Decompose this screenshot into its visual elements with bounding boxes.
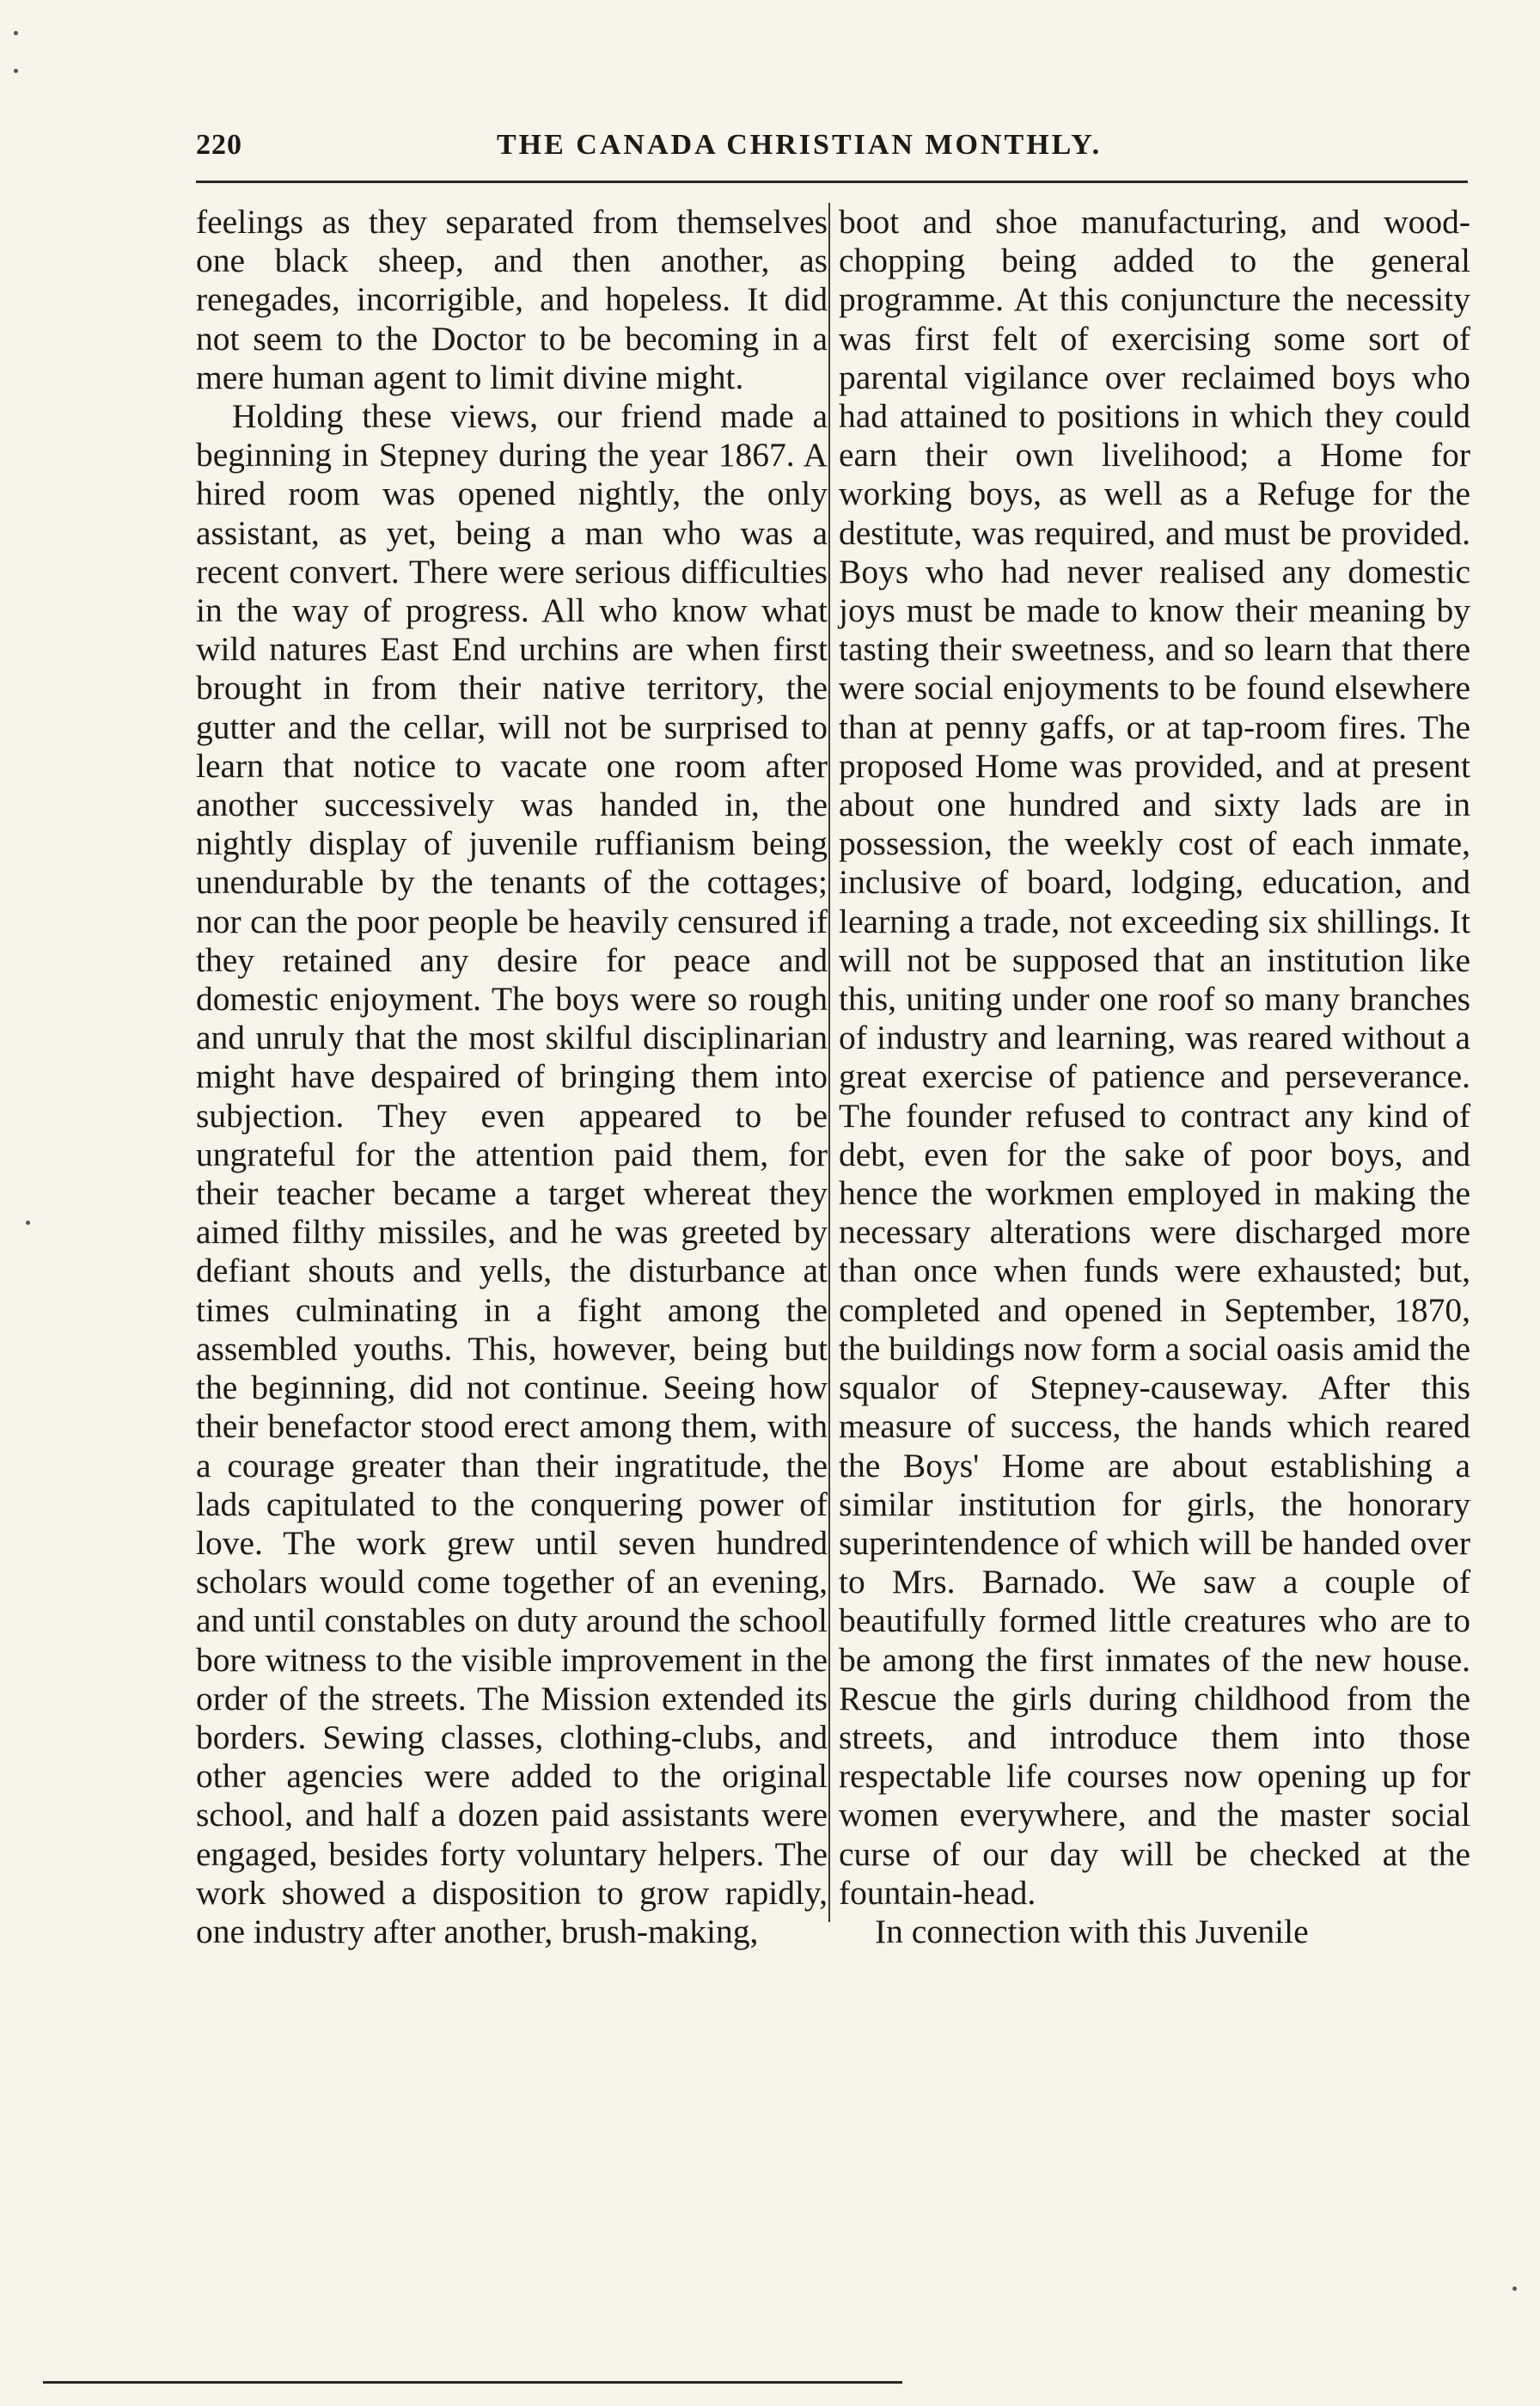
footer-rule <box>43 2381 902 2384</box>
margin-mark <box>14 69 18 73</box>
margin-mark <box>1512 2287 1517 2291</box>
journal-title: THE CANADA CHRISTIAN MONTHLY. <box>497 129 1103 161</box>
right-paragraph-1: boot and shoe manufacturing, and woodchopping being added to the general programme. At this conjuncture the necessity was first felt of exercising some sort of parental vigilance over reclaimed boys who had attained to positions in which they could earn their own livelihood; a Home for working boys, as well as a Refuge for the destitute, was required, and must be provided. Boys who had never realised any domestic joys must be made to know their meaning by tasting their sweetness, and so learn that there were social enjoyments to be found elsewhere than at penny gaffs, or at tap-room fires. The proposed Home was provided, and at present about one hundred and sixty lads are in possession, the weekly cost of each inmate, inclusive of board, lodging, education, and learning a trade, not exceeding six shillings. It will not be supposed that an institution like this, uniting under one roof so many branches of industry and learning, was reared without a great exercise of patience and perseverance. The founder refused to contract any kind of debt, even for the sake of poor boys, and hence the workmen employed in making the necessary alterations were discharged more than once when funds were exhausted; but, completed and opened in September, 1870, the buildings now form a social oasis amid the squalor of Stepney-causeway. After this measure of success, the hands which reared the Boys' Home are about establishing a similar institution for girls, the honorary superintendence of which will be handed over to Mrs. Barnado. We saw a couple of beautifully formed little creatures who are to be among the first inmates of the new house. Rescue the girls during childhood from the streets, and introduce them into those respectable life courses now opening up for women everywhere, and the master social curse of our day will be checked at the fountain-head. <box>839 203 1471 1912</box>
page-number: 220 <box>196 129 242 161</box>
column-divider <box>828 203 830 1922</box>
left-paragraph-2: Holding these views, our friend made a beginning in Stepney during the year 1867. A hired room was opened nightly, the only assistant, as yet, being a man who was a recent convert. There were serious difficulties in the way of progress. All who know what wild natures East End urchins are when first brought in from their native territory, the gutter and the cellar, will not be surprised to learn that notice to vacate one room after another successively was handed in, the nightly display of juvenile ruffianism being unendurable by the tenants of the cottages; nor can the poor people be heavily censured if they retained any desire for peace and domestic enjoyment. The boys were so rough and unruly that the most skilful disciplinarian might have despaired of bringing them into subjection. They even appeared to be ungrateful for the attention paid them, for their teacher became a target whereat they aimed filthy missiles, and he was greeted by defiant shouts and yells, the disturbance at times culminating in a fight among the assembled youths. This, however, being but the beginning, did not continue. Seeing how their benefactor stood erect among them, with a courage greater than their ingratitude, the lads capitulated to the conquering power of love. The work grew until seven hundred scholars would come together of an evening, and until constables on duty around the school bore witness to the visible improvement in the order of the streets. The Mission extended its borders. Sewing classes, clothing-clubs, and other agencies were added to the original school, and half a dozen paid assistants were engaged, besides forty voluntary helpers. The work showed a disposition to grow rapidly, one industry after another, brush-making, <box>196 397 828 1950</box>
header-rule <box>196 181 1468 183</box>
right-paragraph-2: In connection with this Juvenile <box>875 1912 1309 1950</box>
left-paragraph-1: feelings as they separated from themselves one black sheep, and then another, as renegades, incorrigible, and hopeless. It did not seem to the Doctor to be becoming in a mere human agent to limit divine might. <box>196 203 828 396</box>
running-head <box>196 129 1468 172</box>
margin-mark <box>14 31 18 35</box>
margin-mark <box>26 1221 30 1225</box>
left-column <box>196 203 828 1951</box>
right-column <box>839 203 1470 1951</box>
